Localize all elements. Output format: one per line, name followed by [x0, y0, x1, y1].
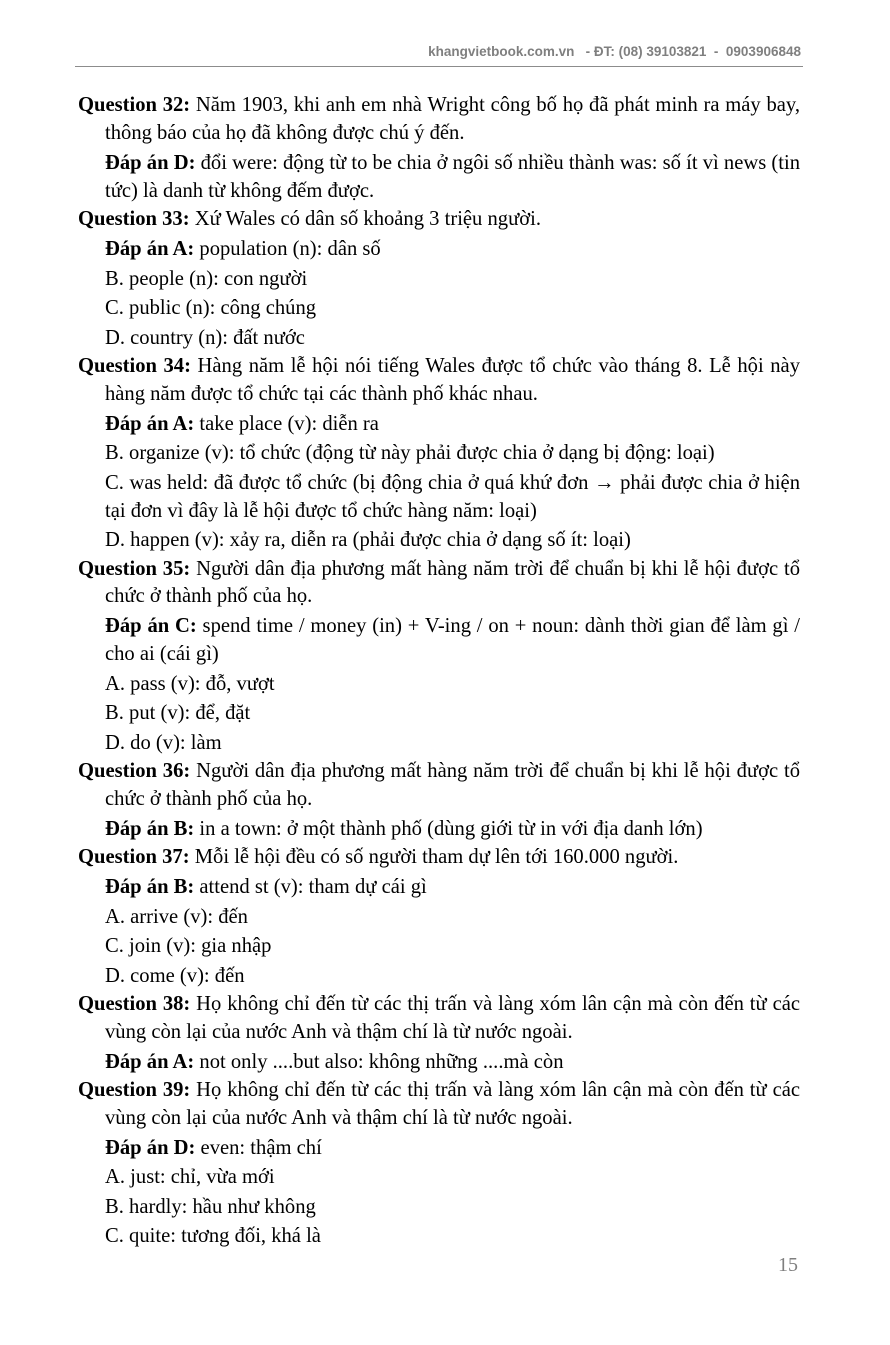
paragraph-text: even: thậm chí: [195, 1136, 322, 1159]
answer-paragraph: [105, 962, 800, 990]
page-number: 15: [778, 1254, 798, 1276]
answer-label: Đáp án A:: [105, 412, 195, 435]
paragraph-text: Năm 1903, khi anh em nhà Wright công bố họ đã phát minh ra máy bay, thông báo của họ đã không được chú ý đến.: [105, 94, 800, 144]
paragraph-text: Hàng năm lễ hội nói tiếng Wales được tổ chức vào tháng 8. Lễ hội này hàng năm được tổ chức tại các thành phố khác nhau.: [105, 355, 800, 405]
answer-paragraph: [105, 469, 800, 525]
paragraph-text: Họ không chỉ đến từ các thị trấn và làng xóm lân cận mà còn đến từ các vùng còn lại của nước Anh và thậm chí là từ nước ngoài.: [105, 993, 800, 1043]
answer-label: Đáp án D:: [105, 151, 196, 174]
paragraph-text: C. quite: tương đối, khá là: [105, 1225, 321, 1247]
answer-paragraph: [105, 324, 800, 352]
question-label: Question 35:: [78, 557, 191, 580]
answer-paragraph: [105, 1193, 800, 1221]
question-paragraph: [78, 991, 800, 1046]
answer-paragraph: [105, 294, 800, 322]
paragraph-text: attend st (v): tham dự cái gì: [194, 876, 427, 898]
answer-label: Đáp án B:: [105, 817, 195, 840]
paragraph-text: C. public (n): công chúng: [105, 297, 317, 319]
paragraph-text: D. come (v): đến: [105, 964, 245, 987]
answer-paragraph: [105, 699, 800, 727]
paragraph-text: A. just: chỉ, vừa mới: [105, 1166, 275, 1188]
answer-label: Đáp án A:: [105, 1050, 195, 1073]
answer-paragraph: [105, 149, 800, 205]
answer-paragraph: [105, 873, 800, 901]
answer-label: Đáp án C:: [105, 615, 197, 637]
answer-paragraph: [105, 932, 800, 960]
paragraph-text: B. people (n): con người: [105, 267, 308, 290]
paragraph-text: Họ không chỉ đến từ các thị trấn và làng xóm lân cận mà còn đến từ các vùng còn lại của nước Anh và thậm chí là từ nước ngoài.: [105, 1079, 800, 1129]
question-label: Question 37:: [78, 846, 190, 868]
question-label: Question 39:: [78, 1079, 191, 1101]
answer-paragraph: [105, 1163, 800, 1191]
paragraph-text: in a town: ở một thành phố (dùng giới từ in với địa danh lớn): [194, 817, 703, 840]
answer-paragraph: [105, 265, 800, 293]
answer-paragraph: [105, 1134, 800, 1162]
header-divider: [75, 66, 803, 67]
paragraph-text: B. organize (v): tổ chức (động từ này phải được chia ở dạng bị động: loại): [105, 442, 715, 464]
paragraph-text: C. join (v): gia nhập: [105, 935, 272, 957]
answer-label: Đáp án A:: [105, 238, 195, 260]
answer-paragraph: [105, 410, 800, 438]
question-paragraph: [78, 844, 800, 872]
paragraph-text: B. hardly: hầu như không: [105, 1195, 316, 1218]
paragraph-text: C. was held: đã được tổ chức (bị động chia ở quá khứ đơn → phải được chia ở hiện tại đơn vì đây là lễ hội được tổ chức hàng năm: loại): [105, 471, 800, 522]
question-paragraph: [78, 758, 800, 813]
paragraph-text: not only ....but also: không những ....mà còn: [194, 1050, 564, 1073]
paragraph-text: population (n): dân số: [194, 238, 381, 260]
page-header: khangvietbook.com.vn - ĐT: (08) 39103821 - 0903906848: [428, 44, 801, 59]
question-label: Question 34:: [78, 355, 191, 377]
answer-paragraph: [105, 526, 800, 554]
answer-paragraph: [105, 903, 800, 931]
answer-paragraph: [105, 612, 800, 668]
paragraph-text: A. arrive (v): đến: [105, 905, 248, 928]
question-paragraph: [78, 206, 800, 234]
paragraph-text: Xứ Wales có dân số khoảng 3 triệu người.: [189, 208, 542, 230]
answer-paragraph: [105, 439, 800, 467]
paragraph-text: đổi were: động từ to be chia ở ngôi số nhiều thành was: số ít vì news (tin tức) là danh từ không đếm được.: [105, 151, 800, 202]
paragraph-text: D. country (n): đất nước: [105, 326, 305, 349]
answer-paragraph: [105, 235, 800, 263]
question-paragraph: [78, 1077, 800, 1132]
document-body: [78, 92, 800, 1252]
question-paragraph: [78, 353, 800, 408]
paragraph-text: D. happen (v): xảy ra, diễn ra (phải được chia ở dạng số ít: loại): [105, 529, 631, 551]
paragraph-text: B. put (v): để, đặt: [105, 702, 251, 724]
paragraph-text: Người dân địa phương mất hàng năm trời để chuẩn bị khi lễ hội được tổ chức ở thành phố của họ.: [105, 760, 801, 810]
paragraph-text: Người dân địa phương mất hàng năm trời để chuẩn bị khi lễ hội được tổ chức ở thành phố của họ.: [105, 557, 801, 607]
question-label: Question 38:: [78, 993, 191, 1015]
paragraph-text: Mỗi lễ hội đều có số người tham dự lên tới 160.000 người.: [189, 846, 679, 868]
answer-label: Đáp án D:: [105, 1136, 196, 1159]
question-label: Question 32:: [78, 94, 191, 116]
question-label: Question 36:: [78, 760, 191, 782]
answer-paragraph: [105, 670, 800, 698]
answer-paragraph: [105, 1222, 800, 1250]
paragraph-text: D. do (v): làm: [105, 731, 222, 754]
question-paragraph: [78, 92, 800, 147]
question-label: Question 33:: [78, 208, 190, 230]
paragraph-text: take place (v): diễn ra: [194, 412, 379, 435]
answer-label: Đáp án B:: [105, 876, 195, 898]
question-paragraph: [78, 556, 800, 611]
paragraph-text: spend time / money (in) + V-ing / on + noun: dành thời gian để làm gì / cho ai (cái gì): [105, 615, 800, 665]
answer-paragraph: [105, 1048, 800, 1076]
answer-paragraph: [105, 729, 800, 757]
paragraph-text: A. pass (v): đỗ, vượt: [105, 672, 275, 695]
answer-paragraph: [105, 815, 800, 843]
